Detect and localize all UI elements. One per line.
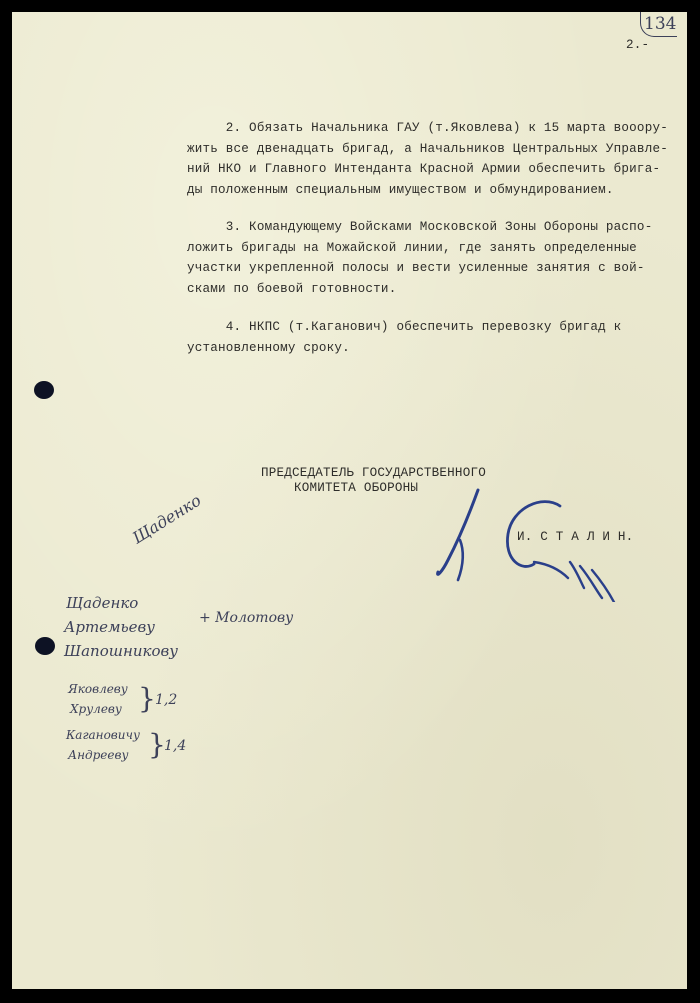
page-number: 2.- [626, 38, 650, 52]
handwritten-initials: Щаденко [128, 490, 205, 548]
group-a-bracket: } [138, 682, 156, 715]
text-line: 4. НКПС (т.Каганович) обеспечить перевозку бригад к [187, 320, 622, 334]
recipient-1: Щаденко [66, 594, 139, 612]
text-line: 3. Командующему Войсками Московской Зоны Обороны распо- [187, 220, 653, 234]
stalin-signature [430, 482, 630, 602]
punch-hole-bottom [35, 637, 55, 655]
group-a-name-2: Хрулеву [70, 702, 122, 716]
group-b-name-2: Андрееву [68, 748, 129, 762]
text-line: установленному сроку. [187, 340, 350, 355]
group-a-pages: 1,2 [155, 692, 178, 708]
signer-name: И. С Т А Л И Н. [517, 530, 634, 544]
text-line: ложить бригады на Можайской линии, где занять определенные [187, 240, 637, 255]
group-a-name-1: Яковлеву [68, 682, 128, 696]
recipient-2: Артемьеву [64, 618, 155, 636]
text-line: 2. Обязать Начальника ГАУ (т.Яковлева) к 15 марта вооору- [187, 121, 668, 135]
signature-title-line1: ПРЕДСЕДАТЕЛЬ ГОСУДАРСТВЕННОГО [261, 466, 486, 480]
text-line: сками по боевой готовности. [187, 281, 397, 296]
recipient-3: Шапошникову [64, 642, 178, 660]
group-b-name-1: Кагановичу [66, 728, 140, 742]
group-b-pages: 1,4 [164, 738, 187, 754]
signature-title-line2: КОМИТЕТА ОБОРОНЫ [294, 481, 419, 495]
paragraph-4 [187, 317, 621, 358]
archive-number-arc [640, 12, 677, 37]
text-line: жить все двенадцать бригад, а Начальников Центральных Управле- [187, 141, 668, 156]
text-line: ды положенным специальным имуществом и обмундированием. [187, 182, 614, 197]
archive-number: 134 [644, 14, 677, 34]
punch-hole-top [34, 381, 54, 399]
group-b-bracket: } [148, 728, 166, 761]
text-line: участки укрепленной полосы и вести усиленные занятия с вой- [187, 261, 645, 275]
text-line: ний НКО и Главного Интенданта Красной Армии обеспечить брига- [187, 162, 661, 176]
document-page [12, 12, 687, 989]
paragraph-2 [187, 118, 668, 200]
molotov-note: + Молотову [199, 610, 294, 626]
paragraph-3 [187, 217, 652, 299]
